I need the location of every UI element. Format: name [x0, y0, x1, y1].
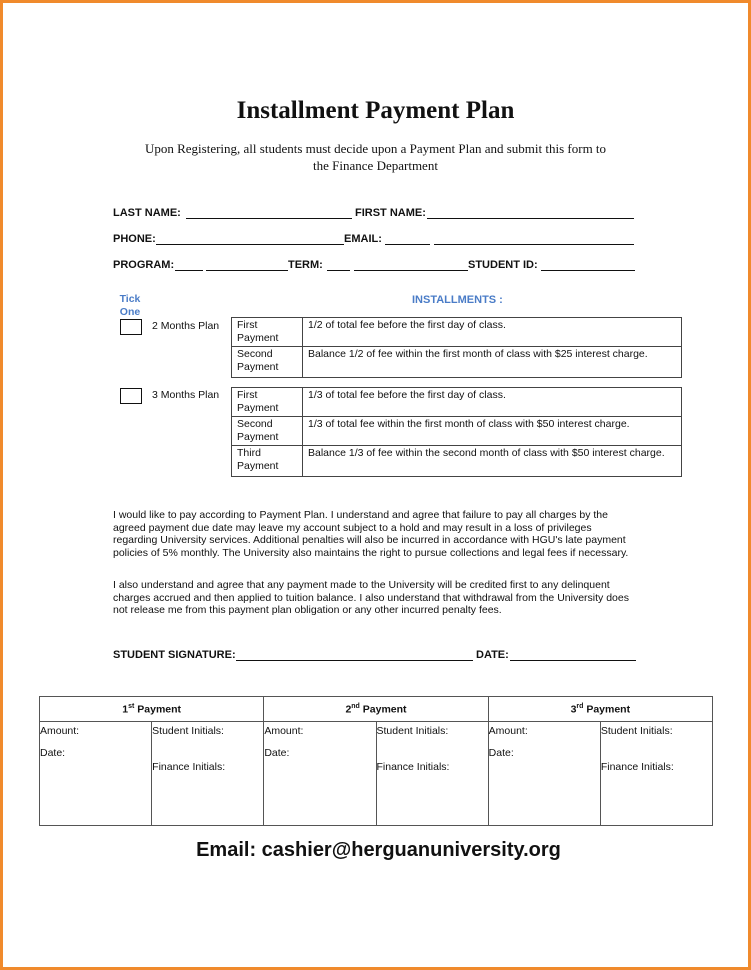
program-field[interactable]: [175, 270, 203, 271]
student-initials-label: Student Initials:: [152, 725, 224, 737]
email-field[interactable]: [385, 244, 430, 245]
three-month-plan-label: 3 Months Plan: [152, 389, 220, 401]
student-signature-label: STUDENT SIGNATURE:: [113, 649, 236, 661]
installment-description-cell: Balance 1/2 of fee within the first month of class with $25 interest charge.: [303, 347, 682, 378]
amount-label: Amount:: [40, 725, 80, 737]
email-label: EMAIL:: [344, 233, 382, 245]
installment-row: [232, 417, 682, 446]
installment-description-cell: 1/3 of total fee before the first day of class.: [303, 388, 682, 417]
phone-field[interactable]: [156, 244, 344, 245]
student-id-field[interactable]: [541, 270, 635, 271]
subtitle-line-2: the Finance Department: [313, 158, 438, 173]
payment-initials-cell[interactable]: [600, 722, 712, 826]
agreement-paragraph-2: I also understand and agree that any payment made to the University will be credited first to any delinquent charges accrued and then applied to tuition balance. I also understand that withdrawal from the University does not release me from this payment plan obligation or any other incurred penalty fees.: [113, 579, 629, 617]
installment-payment-cell: Second Payment: [232, 347, 303, 378]
three-month-plan-checkbox[interactable]: [120, 388, 142, 404]
date-field-label: Date:: [264, 747, 290, 759]
installment-payment-cell: First Payment: [232, 388, 303, 417]
third-payment-header: 3rd Payment: [488, 697, 712, 722]
student-initials-label: Student Initials:: [600, 725, 673, 737]
installment-row: [232, 388, 682, 417]
last-name-field[interactable]: [186, 218, 352, 219]
installment-payment-cell: First Payment: [232, 318, 303, 347]
tick-one-label: Tick One: [119, 293, 141, 318]
date-label: DATE:: [476, 649, 509, 661]
payment-amount-date-cell[interactable]: [264, 722, 376, 826]
two-month-plan-checkbox[interactable]: [120, 319, 142, 335]
payment-initials-cell[interactable]: [152, 722, 264, 826]
finance-initials-label: Finance Initials:: [152, 761, 226, 773]
payment-record-table: [39, 696, 713, 826]
installment-row: [232, 318, 682, 347]
program-label: PROGRAM:: [113, 259, 175, 271]
installments-heading: INSTALLMENTS :: [412, 294, 503, 306]
term-label: TERM:: [288, 259, 323, 271]
installment-description-cell: 1/2 of total fee before the first day of class.: [303, 318, 682, 347]
installment-payment-cell: Third Payment: [232, 446, 303, 477]
page-subtitle: [103, 140, 648, 174]
first-payment-header: 1st Payment: [40, 697, 264, 722]
finance-initials-label: Finance Initials:: [600, 761, 674, 773]
student-id-label: STUDENT ID:: [468, 259, 538, 271]
term-field-extension[interactable]: [354, 270, 468, 271]
second-payment-header: 2nd Payment: [264, 697, 488, 722]
last-name-label: LAST NAME:: [113, 207, 181, 219]
program-field-extension[interactable]: [206, 270, 288, 271]
amount-label: Amount:: [488, 725, 528, 737]
two-month-plan-label: 2 Months Plan: [152, 320, 220, 332]
amount-label: Amount:: [264, 725, 304, 737]
payment-amount-date-cell[interactable]: [488, 722, 600, 826]
date-field-label: Date:: [40, 747, 66, 759]
payment-header-row: [40, 697, 713, 722]
finance-initials-label: Finance Initials:: [376, 761, 450, 773]
email-field-extension[interactable]: [434, 244, 634, 245]
payment-body-row: [40, 722, 713, 826]
page-title: Installment Payment Plan: [236, 97, 515, 124]
student-initials-label: Student Initials:: [376, 725, 449, 737]
installment-description-cell: Balance 1/3 of fee within the second month of class with $50 interest charge.: [303, 446, 682, 477]
first-name-label: FIRST NAME:: [355, 207, 426, 219]
payment-initials-cell[interactable]: [376, 722, 488, 826]
first-name-field[interactable]: [427, 218, 634, 219]
student-signature-field[interactable]: [236, 660, 473, 661]
date-field[interactable]: [510, 660, 636, 661]
term-field[interactable]: [327, 270, 350, 271]
installment-row: [232, 446, 682, 477]
phone-label: PHONE:: [113, 233, 156, 245]
subtitle-line-1: Upon Registering, all students must decide upon a Payment Plan and submit this form to: [144, 141, 607, 156]
payment-amount-date-cell[interactable]: [40, 722, 152, 826]
date-field-label: Date:: [488, 747, 514, 759]
installment-description-cell: 1/3 of total fee within the first month of class with $50 interest charge.: [303, 417, 682, 446]
three-month-installment-table: [231, 387, 682, 477]
agreement-paragraph-1: I would like to pay according to Payment Plan. I understand and agree that failure to pay all charges by the agreed payment due date may leave my account subject to a hold and may result in a loss of privileges regarding University services. Additional penalties will also be incurred in accordance with HGU's late payment policies of 5% monthly. The University also maintains the right to pursue collections and legal fees if necessary.: [113, 509, 629, 559]
two-month-installment-table: [231, 317, 682, 378]
contact-email: Email: cashier@herguanuniversity.org: [196, 839, 561, 861]
installment-row: [232, 347, 682, 378]
installment-payment-cell: Second Payment: [232, 417, 303, 446]
